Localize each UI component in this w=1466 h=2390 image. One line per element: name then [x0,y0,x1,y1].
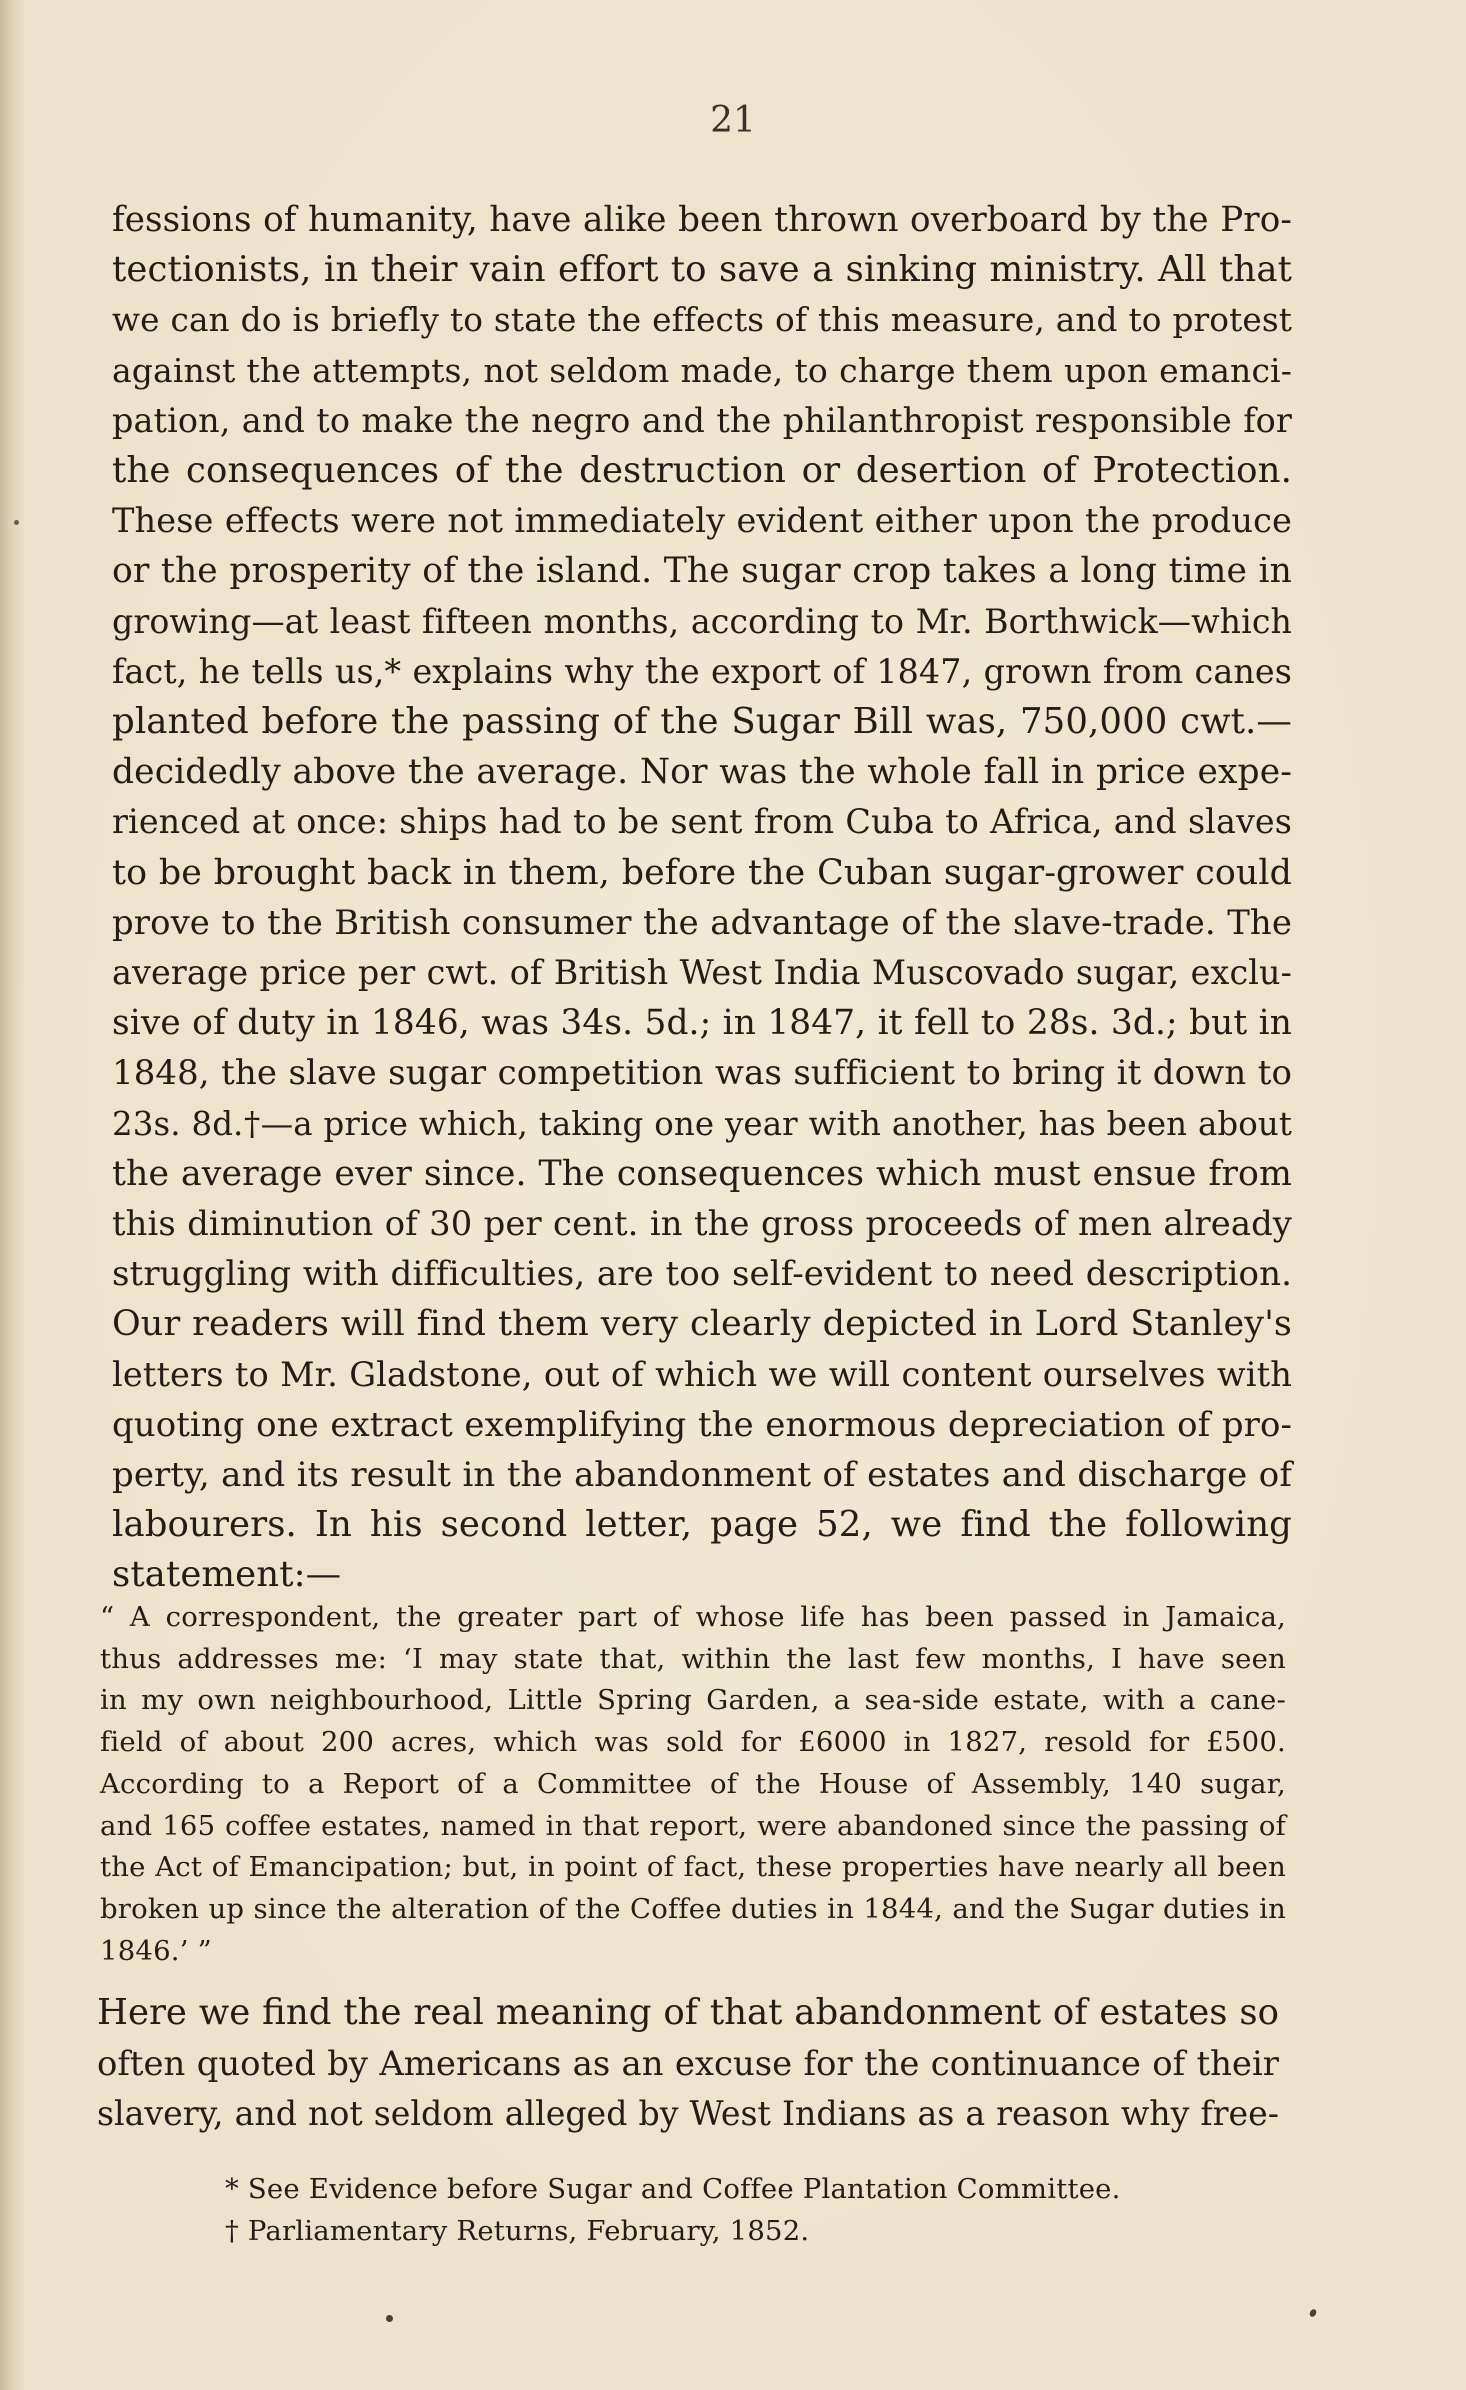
ink-speck [386,2315,393,2322]
text-line: the consequences of the destruction or desertion of Protection. [112,450,1292,492]
text-line: letters to Mr. Gladstone, out of which we will content ourselves with [112,1354,1292,1394]
text-line: labourers. In his second letter, page 52, we find the following [112,1504,1292,1546]
text-line: growing—at least fifteen months, according to Mr. Borthwick—which [112,601,1292,641]
text-line: Our readers will find them very clearly depicted in Lord Stanley's [112,1303,1292,1345]
text-line: pation, and to make the negro and the philanthropist responsible for [112,400,1292,440]
page-number: 21 [710,100,756,141]
text-line: or the prosperity of the island. The sugar crop takes a long time in [112,551,1292,592]
quote-line: the Act of Emancipation; but, in point of fact, these properties have nearly all been [100,1851,1286,1884]
main-paragraph [112,195,1292,1601]
text-line: fact, he tells us,* explains why the export of 1847, grown from canes [112,651,1292,691]
page-binding-edge [0,0,26,2390]
block-quote [100,1597,1286,1972]
text-line: often quoted by Americans as an excuse for the continuance of their [97,2043,1279,2083]
quote-line: According to a Report of a Committee of the House of Assembly, 140 sugar, [100,1767,1286,1800]
text-line: fessions of humanity, have alike been thrown overboard by the Pro- [112,200,1292,240]
footnotes [225,2168,1225,2252]
quote-line: and 165 coffee estates, named in that report, were abandoned since the passing of [100,1809,1286,1842]
quote-line: broken up since the alteration of the Coffee duties in 1844, and the Sugar duties in [100,1892,1286,1925]
text-line: prove to the British consumer the advantage of the slave-trade. The [112,902,1292,942]
text-line: Here we find the real meaning of that abandonment of estates so [97,1992,1279,2033]
text-line: sive of duty in 1846, was 34s. 5d.; in 1847, it fell to 28s. 3d.; but in [112,1003,1292,1044]
quote-line: field of about 200 acres, which was sold for £6000 in 1827, resold for £500. [100,1726,1286,1759]
quote-line: in my own neighbourhood, Little Spring Garden, a sea-side estate, with a cane- [100,1684,1286,1717]
closing-paragraph [97,1988,1279,2140]
text-line: rienced at once: ships had to be sent from Cuba to Africa, and slaves [112,802,1292,842]
text-line: statement:— [112,1554,342,1596]
text-line: we can do is briefly to state the effects of this measure, and to protest [112,301,1292,340]
text-line: decidedly above the average. Nor was the whole fall in price expe- [112,752,1292,793]
quote-line: thus addresses me: ‘I may state that, within the last few months, I have seen [100,1642,1286,1675]
text-line: average price per cwt. of British West India Muscovado sugar, exclu- [112,953,1292,993]
text-line: struggling with difficulties, are too self-evident to need description. [112,1254,1292,1295]
ink-speck [1308,2308,1317,2318]
footnote: † Parliamentary Returns, February, 1852. [225,2215,810,2247]
text-line: planted before the passing of the Sugar Bill was, 750,000 cwt.— [112,701,1292,743]
text-line: 23s. 8d.†—a price which, taking one year with another, has been about [112,1104,1292,1143]
text-line: perty, and its result in the abandonment of estates and discharge of [112,1455,1292,1496]
text-line: slavery, and not seldom alleged by West Indians as a reason why free- [97,2094,1279,2133]
quote-line: 1846.’ ” [100,1934,212,1967]
ink-speck [14,520,19,525]
footnote: * See Evidence before Sugar and Coffee Plantation Committee. [225,2173,1121,2205]
text-line: 1848, the slave sugar competition was sufficient to bring it down to [112,1053,1292,1094]
text-line: this diminution of 30 per cent. in the gross proceeds of men already [112,1204,1292,1244]
text-line: These effects were not immediately evident either upon the produce [112,501,1292,541]
text-line: against the attempts, not seldom made, to charge them upon emanci- [112,350,1292,390]
text-line: quoting one extract exemplifying the enormous depreciation of pro- [112,1404,1292,1444]
quote-line: “ A correspondent, the greater part of whose life has been passed in Jamaica, [100,1601,1286,1633]
text-line: tectionists, in their vain effort to save a sinking ministry. All that [112,249,1292,291]
text-line: the average ever since. The consequences which must ensue from [112,1153,1292,1194]
text-line: to be brought back in them, before the Cuban sugar-grower could [112,852,1292,893]
